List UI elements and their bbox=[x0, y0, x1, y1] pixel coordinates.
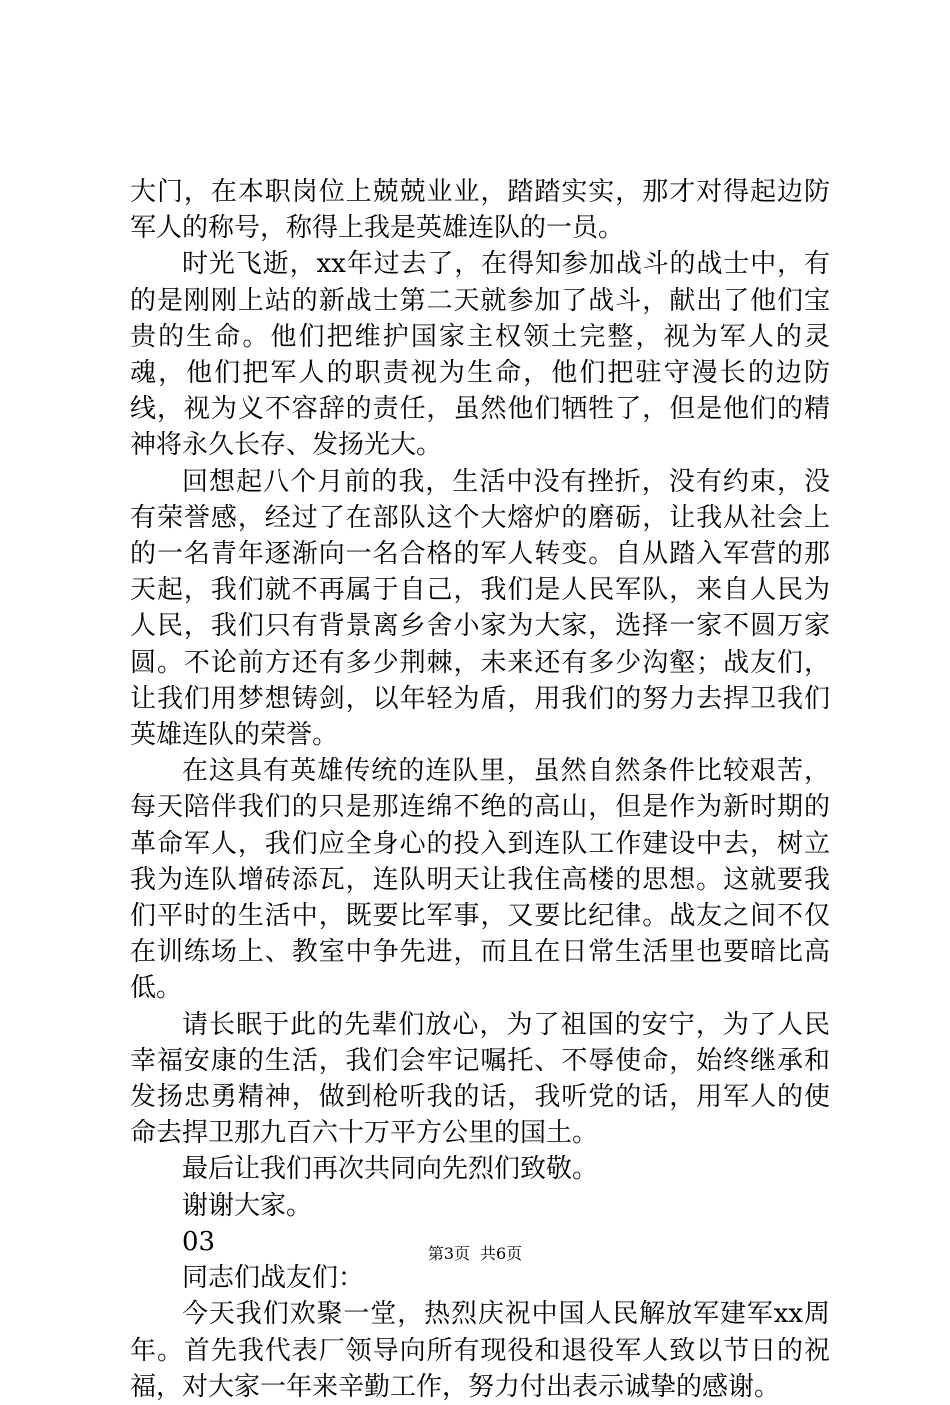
document-body bbox=[130, 174, 830, 1405]
paragraph: 大门，在本职岗位上兢兢业业，踏踏实实，那才对得起边防军人的称号，称得上我是英雄连队的一员。 bbox=[130, 177, 830, 244]
paragraph: 回想起八个月前的我，生活中没有挫折，没有约束，没有荣誉感，经过了在部队这个大熔炉的磨砺，让我从社会上的一名青年逐渐向一名合格的军人转变。自从踏入军营的那天起，我们就不再属于自己，我们是人民军队，来自人民为人民，我们只有背景离乡舍小家为大家，选择一家不圆万家圆。不论前方还有多少荆棘，未来还有多少沟壑；战友们，让我们用梦想铸剑，以年轻为盾，用我们的努力去捍卫我们英雄连队的荣誉。 bbox=[130, 466, 830, 751]
page-total: 共6页 bbox=[480, 1244, 523, 1263]
paragraph: 在这具有英雄传统的连队里，虽然自然条件比较艰苦，每天陪伴我们的只是那连绵不绝的高山，但是作为新时期的革命军人，我们应全身心的投入到连队工作建设中去，树立我为连队增砖添瓦，连队明天让我住高楼的思想。这就要我们平时的生活中，既要比军事，又要比纪律。战友之间不仅在训练场上、教室中争先进，而且在日常生活里也要暗比高低。 bbox=[130, 756, 830, 1004]
paragraph: 谢谢大家。 bbox=[182, 1190, 313, 1221]
section-number: 03 bbox=[182, 1226, 216, 1257]
page-number: 第3页 bbox=[427, 1244, 470, 1263]
paragraph: 时光飞逝，xx年过去了，在得知参加战斗的战士中，有的是刚刚上站的新战士第二天就参加了战斗，献出了他们宝贵的生命。他们把维护国家主权领土完整，视为军人的灵魂，他们把军人的职责视为生命，他们把驻守漫长的边防线，视为义不容辞的责任，虽然他们牺牲了，但是他们的精神将永久长存、发扬光大。 bbox=[130, 249, 830, 461]
page-footer bbox=[0, 1244, 950, 1264]
paragraph: 最后让我们再次共同向先烈们致敬。 bbox=[182, 1154, 599, 1185]
salutation: 同志们战友们： bbox=[182, 1263, 365, 1294]
paragraph: 请长眠于此的先辈们放心，为了祖国的安宁，为了人民幸福安康的生活，我们会牢记嘱托、不辱使命，始终继承和发扬忠勇精神，做到枪听我的话，我听党的话，用军人的使命去捍卫那九百六十万平方公里的国土。 bbox=[130, 1009, 830, 1149]
paragraph: 今天我们欢聚一堂，热烈庆祝中国人民解放军建军xx周年。首先我代表厂领导向所有现役和退役军人致以节日的祝福，对大家一年来辛勤工作，努力付出表示诚挚的感谢。 bbox=[130, 1299, 830, 1402]
